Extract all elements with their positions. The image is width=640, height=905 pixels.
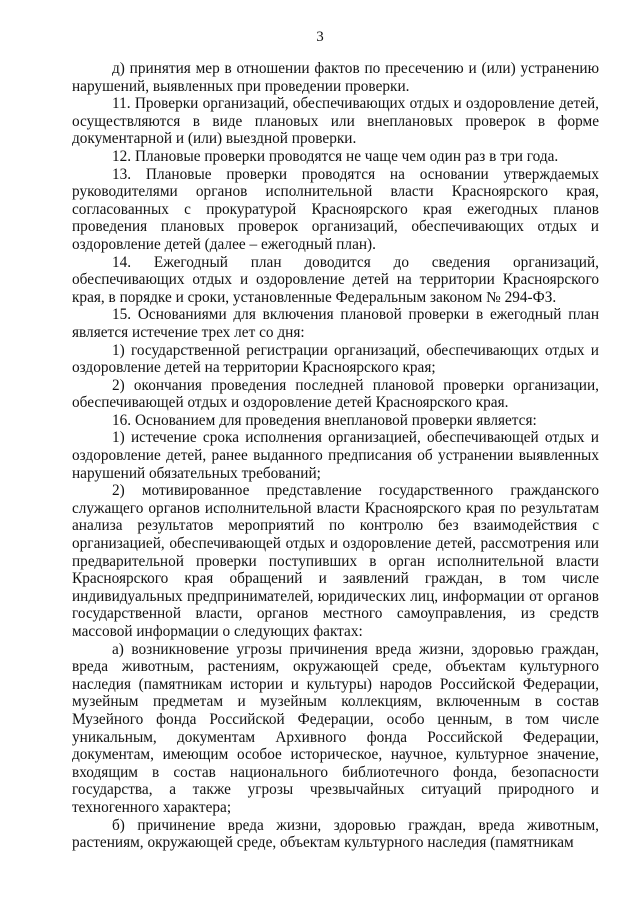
document-body [72, 60, 599, 852]
paragraph-13: 13. Плановые проверки проводятся на основании утверждаемых руководителями органов исполнительной власти Красноярского края, согласованных с прокуратурой Красноярского края ежегодных планов проведения плановых проверок организаций, обеспечивающих отдых и оздоровление детей (далее – ежегодный план). [72, 165, 599, 253]
paragraph-12: 12. Плановые проверки проводятся не чаще чем один раз в три года. [112, 147, 559, 165]
paragraph-16-item-2: 2) мотивированное представление государственного гражданского служащего органов исполнительной власти Красноярского края по результатам анализа результатов мероприятий по контролю без взаимодействия с организацией, обеспечивающей отдых и оздоровление детей, рассмотрения или предварительной проверки поступивших в орган исполнительной власти Красноярского края обращений и заявлений граждан, в том числе индивидуальных предпринимателей, юридических лиц, информации от органов государственной власти, органов местного самоуправления, из средств массовой информации о следующих фактах: [72, 482, 599, 640]
paragraph-16-subitem-a: а) возникновение угрозы причинения вреда жизни, здоровью граждан, вреда животным, растениям, окружающей среде, объектам культурного наследия (памятникам истории и культуры) народов Российской Федерации, музейным предметам и музейным коллекциям, включенным в состав Музейного фонда Российской Федерации, особо ценным, в том числе уникальным, документам Архивного фонда Российской Федерации, документам, имеющим особое историческое, научное, культурное значение, входящим в состав национального библиотечного фонда, безопасности государства, а также угрозы чрезвычайных ситуаций природного и техногенного характера; [72, 640, 599, 816]
paragraph-15: 15. Основаниями для включения плановой проверки в ежегодный план является истечение трех лет со дня: [72, 306, 599, 341]
paragraph-15-item-1: 1) государственной регистрации организаций, обеспечивающих отдых и оздоровление детей на территории Красноярского края; [72, 341, 599, 377]
paragraph-d-measures: д) принятия мер в отношении фактов по пресечению и (или) устранению нарушений, выявленных при проведении проверки. [72, 60, 599, 95]
paragraph-14: 14. Ежегодный план доводится до сведения организаций, обеспечивающих отдых и оздоровление детей на территории Красноярского края, в порядке и сроки, установленные Федеральным законом № 294-ФЗ. [72, 253, 599, 306]
page-number: 3 [316, 29, 324, 45]
paragraph-16: 16. Основанием для проведения внеплановой проверки является: [112, 411, 537, 429]
paragraph-11: 11. Проверки организаций, обеспечивающих отдых и оздоровление детей, осуществляются в виде плановых или внеплановых проверок в форме документарной и (или) выездной проверки. [72, 95, 599, 148]
paragraph-16-subitem-b: б) причинение вреда жизни, здоровью граждан, вреда животным, растениям, окружающей среде, объектам культурного наследия (памятникам [72, 816, 599, 852]
paragraph-16-item-1: 1) истечение срока исполнения организацией, обеспечивающей отдых и оздоровление детей, ранее выданного предписания об устранении выявленных нарушений обязательных требований; [72, 429, 599, 482]
paragraph-15-item-2: 2) окончания проведения последней плановой проверки организации, обеспечивающей отдых и оздоровление детей Красноярского края. [72, 376, 599, 412]
